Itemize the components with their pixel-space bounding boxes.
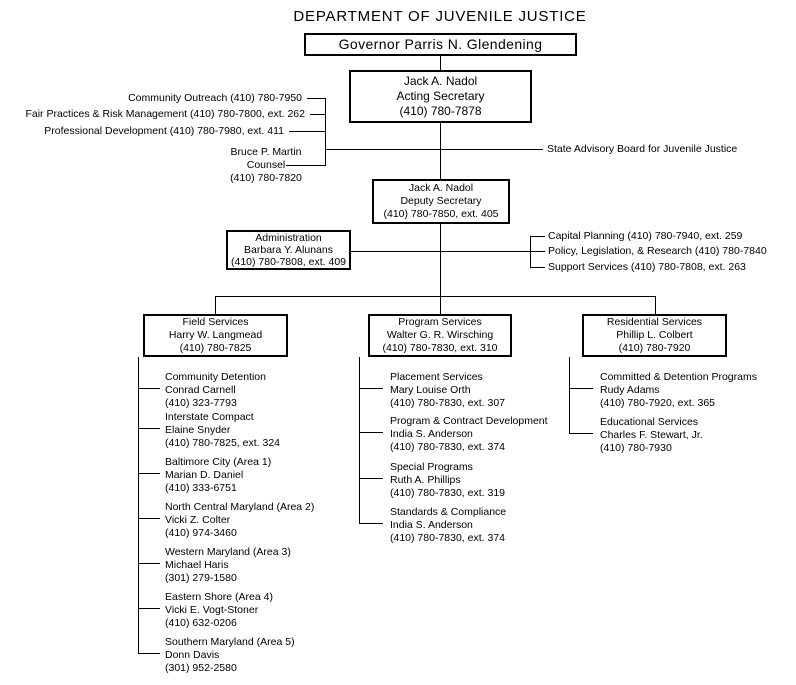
unit-title: Standards & Compliance: [390, 506, 507, 518]
counsel-block: [216, 146, 316, 185]
connector-tick: [569, 433, 593, 434]
program-services-name: Walter G. R. Wirsching: [386, 329, 494, 341]
connector-tick: [569, 388, 593, 389]
unit-contact: Ruth A. Phillips: [390, 474, 461, 486]
connector-left-bracket: [325, 98, 326, 166]
unit-phone: (301) 952-2580: [165, 662, 237, 674]
administration-title: Administration: [255, 232, 322, 244]
unit-phone: (410) 780-7830, ext. 307: [390, 397, 505, 409]
unit-baltimore-city: [165, 456, 271, 495]
connector-tick: [289, 131, 325, 132]
field-services-title: Field Services: [182, 316, 249, 328]
connector-spine-3: [440, 224, 441, 314]
unit-title: Special Programs: [390, 461, 473, 473]
unit-phone: (410) 780-7830, ext. 374: [390, 441, 505, 453]
unit-title: Committed & Detention Programs: [600, 371, 757, 383]
connector-tick: [310, 114, 325, 115]
connector-spine-2: [440, 123, 441, 179]
deputy-secretary-box: [372, 179, 510, 224]
unit-title: Interstate Compact: [165, 411, 254, 423]
unit-community-detention: [165, 371, 266, 410]
deputy-secretary-phone: (410) 780-7850, ext. 405: [383, 208, 499, 220]
unit-contact: Rudy Adams: [600, 384, 660, 396]
unit-contact: Vicki Z. Colter: [165, 514, 231, 526]
deputy-secretary-title: Deputy Secretary: [400, 195, 482, 207]
connector-secretary-horizontal: [325, 149, 543, 150]
connector-field-bracket: [138, 357, 139, 654]
unit-contact: Michael Haris: [165, 559, 229, 571]
unit-eastern-shore: [165, 591, 273, 630]
connector-tick: [307, 98, 325, 99]
unit-title: Baltimore City (Area 1): [165, 456, 272, 468]
field-services-name: Harry W. Langmead: [168, 329, 263, 341]
acting-secretary-name: Jack A. Nadol: [403, 74, 478, 88]
connector-tick: [530, 251, 545, 252]
unit-program-contract-development: [390, 415, 548, 454]
unit-phone: (301) 279-1580: [165, 572, 237, 584]
connector-tick: [138, 473, 160, 474]
governor-name: Governor Parris N. Glendening: [338, 36, 543, 52]
acting-secretary-box: [349, 70, 532, 123]
staff-capital-planning: Capital Planning (410) 780-7940, ext. 259: [548, 230, 743, 242]
unit-title: Educational Services: [600, 416, 699, 428]
residential-services-name: Phillip L. Colbert: [616, 329, 693, 341]
connector-spine-1: [440, 55, 441, 70]
connector-drop-field: [215, 296, 216, 314]
staff-support-services: Support Services (410) 780-7808, ext. 263: [548, 261, 746, 273]
unit-phone: (410) 632-0206: [165, 617, 237, 629]
unit-title: Placement Services: [390, 371, 483, 383]
administration-phone: (410) 780-7808, ext. 409: [231, 256, 346, 268]
residential-services-phone: (410) 780-7920: [618, 342, 691, 354]
unit-committed-detention-programs: [600, 371, 757, 410]
connector-tick: [138, 428, 160, 429]
administration-name: Barbara Y. Alunans: [244, 244, 333, 256]
connector-tick: [138, 653, 160, 654]
unit-title: Community Detention: [165, 371, 266, 383]
counsel-title: Counsel: [246, 159, 286, 171]
unit-educational-services: [600, 416, 703, 455]
connector-tick: [138, 518, 160, 519]
staff-policy-research: Policy, Legislation, & Research (410) 780-7840: [548, 245, 767, 257]
connector-tick: [359, 478, 383, 479]
staff-professional-development: Professional Development (410) 780-7980, ext. 411: [44, 125, 284, 137]
advisory-board-label: State Advisory Board for Juvenile Justice: [547, 143, 738, 155]
residential-services-title: Residential Services: [606, 316, 703, 328]
unit-phone: (410) 333-6751: [165, 482, 237, 494]
connector-deputy-horizontal: [351, 251, 530, 252]
unit-phone: (410) 323-7793: [165, 397, 237, 409]
residential-services-box: [582, 314, 727, 357]
counsel-name: Bruce P. Martin: [230, 146, 302, 158]
unit-title: Southern Maryland (Area 5): [165, 636, 295, 648]
unit-phone: (410) 780-7920, ext. 365: [600, 397, 715, 409]
program-services-box: [368, 314, 512, 357]
connector-residential-bracket: [569, 357, 570, 434]
unit-title: North Central Maryland (Area 2): [165, 501, 315, 513]
acting-secretary-phone: (410) 780-7878: [399, 104, 482, 118]
connector-right-bracket: [530, 236, 531, 268]
unit-standards-compliance: [390, 506, 506, 545]
connector-tick: [359, 388, 383, 389]
unit-phone: (410) 974-3460: [165, 527, 237, 539]
unit-special-programs: [390, 461, 505, 500]
unit-southern-maryland: [165, 636, 295, 675]
field-services-phone: (410) 780-7825: [179, 342, 252, 354]
unit-phone: (410) 780-7930: [600, 442, 672, 454]
unit-contact: Mary Louise Orth: [390, 384, 471, 396]
unit-title: Western Maryland (Area 3): [165, 546, 291, 558]
unit-contact: Vicki E. Vogt-Stoner: [165, 604, 259, 616]
connector-tick: [138, 608, 160, 609]
counsel-phone: (410) 780-7820: [230, 172, 302, 184]
acting-secretary-title: Acting Secretary: [396, 89, 485, 103]
page-title: DEPARTMENT OF JUVENILE JUSTICE: [293, 8, 587, 25]
unit-title: Program & Contract Development: [390, 415, 548, 427]
unit-contact: Elaine Snyder: [165, 424, 231, 436]
unit-north-central-maryland: [165, 501, 314, 540]
unit-interstate-compact: [165, 411, 280, 450]
connector-program-bracket: [359, 357, 360, 524]
staff-community-outreach: Community Outreach (410) 780-7950: [128, 92, 302, 104]
unit-western-maryland: [165, 546, 291, 585]
unit-contact: Donn Davis: [165, 649, 220, 661]
program-services-title: Program Services: [398, 316, 482, 328]
program-services-phone: (410) 780-7830, ext. 310: [382, 342, 498, 354]
governor-box: [304, 33, 577, 56]
deputy-secretary-name: Jack A. Nadol: [408, 182, 474, 194]
unit-placement-services: [390, 371, 505, 410]
connector-tick: [530, 267, 545, 268]
unit-contact: Marian D. Daniel: [165, 469, 244, 481]
connector-tick: [359, 432, 383, 433]
field-services-box: [143, 314, 288, 357]
connector-drop-residential: [655, 296, 656, 314]
connector-tick: [138, 388, 160, 389]
unit-title: Eastern Shore (Area 4): [165, 591, 273, 603]
connector-tick: [530, 236, 545, 237]
unit-phone: (410) 780-7830, ext. 319: [390, 487, 505, 499]
connector-tick: [138, 563, 160, 564]
connector-divisions-horizontal: [215, 296, 656, 297]
unit-contact: Charles F. Stewart, Jr.: [600, 429, 703, 441]
unit-contact: India S. Anderson: [390, 428, 473, 440]
unit-phone: (410) 780-7830, ext. 374: [390, 532, 505, 544]
unit-contact: Conrad Carnell: [165, 384, 236, 396]
administration-box: [226, 230, 351, 270]
staff-fair-practices: Fair Practices & Risk Management (410) 780-7800, ext. 262: [25, 108, 305, 120]
connector-tick: [359, 523, 383, 524]
unit-phone: (410) 780-7825, ext. 324: [165, 437, 280, 449]
unit-contact: India S. Anderson: [390, 519, 473, 531]
